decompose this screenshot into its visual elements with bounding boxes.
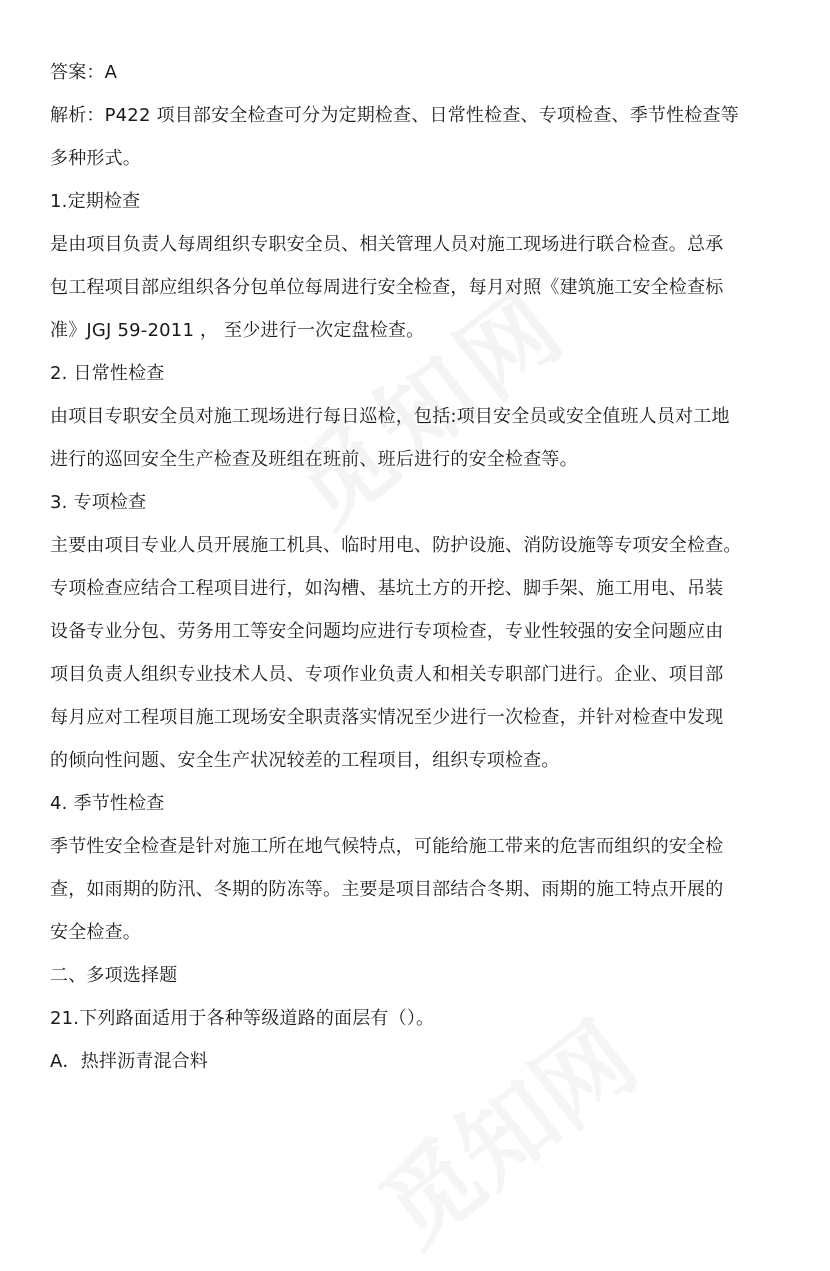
heading-special-check: 3. 专项检查 bbox=[50, 492, 147, 513]
answer-line: 答案：A bbox=[50, 62, 118, 83]
seasonal-line-1: 季节性安全检查是针对施工所在地气候特点，可能给施工带来的危害而组织的安全检 bbox=[50, 836, 724, 857]
analysis-line-1: 解析：P422 项目部安全检查可分为定期检查、日常性检查、专项检查、季节性检查等 bbox=[50, 105, 739, 126]
analysis-line-2: 多种形式。 bbox=[50, 148, 141, 169]
daily-line-2: 进行的巡回安全生产检查及班组在班前、班后进行的安全检查等。 bbox=[50, 449, 578, 470]
seasonal-line-3: 安全检查。 bbox=[50, 922, 141, 943]
daily-line-1: 由项目专职安全员对施工现场进行每日巡检，包括:项目安全员或安全值班人员对工地 bbox=[50, 406, 730, 427]
special-line-2: 专项检查应结合工程项目进行，如沟槽、基坑土方的开挖、脚手架、施工用电、吊装 bbox=[50, 578, 724, 599]
special-line-5: 每月应对工程项目施工现场安全职责落实情况至少进行一次检查，并针对检查中发现 bbox=[50, 707, 724, 728]
heading-periodic-check: 1.定期检查 bbox=[50, 191, 141, 212]
periodic-line-3: 准》JGJ 59-2011 ， 至少进行一次定盘检查。 bbox=[50, 320, 425, 341]
heading-seasonal-check: 4. 季节性检查 bbox=[50, 793, 165, 814]
special-line-1: 主要由项目专业人员开展施工机具、临时用电、防护设施、消防设施等专项安全检查。 bbox=[50, 535, 742, 556]
option-a: A．热拌沥青混合料 bbox=[50, 1051, 209, 1072]
special-line-4: 项目负责人组织专业技术人员、专项作业负责人和相关专职部门进行。企业、项目部 bbox=[50, 664, 724, 685]
special-line-3: 设备专业分包、劳务用工等安全问题均应进行专项检查，专业性较强的安全问题应由 bbox=[50, 621, 724, 642]
seasonal-line-2: 查，如雨期的防汛、冬期的防冻等。主要是项目部结合冬期、雨期的施工特点开展的 bbox=[50, 879, 724, 900]
question-21: 21.下列路面适用于各种等级道路的面层有（）。 bbox=[50, 1008, 435, 1029]
periodic-line-2: 包工程项目部应组织各分包单位每周进行安全检查，每月对照《建筑施工安全检查标 bbox=[50, 277, 724, 298]
periodic-line-1: 是由项目负责人每周组织专职安全员、相关管理人员对施工现场进行联合检查。总承 bbox=[50, 234, 724, 255]
section-multiple-choice: 二、多项选择题 bbox=[50, 965, 178, 986]
heading-daily-check: 2. 日常性检查 bbox=[50, 363, 165, 384]
special-line-6: 的倾向性问题、安全生产状况较差的工程项目，组织专项检查。 bbox=[50, 750, 560, 771]
document-body bbox=[50, 56, 782, 1079]
